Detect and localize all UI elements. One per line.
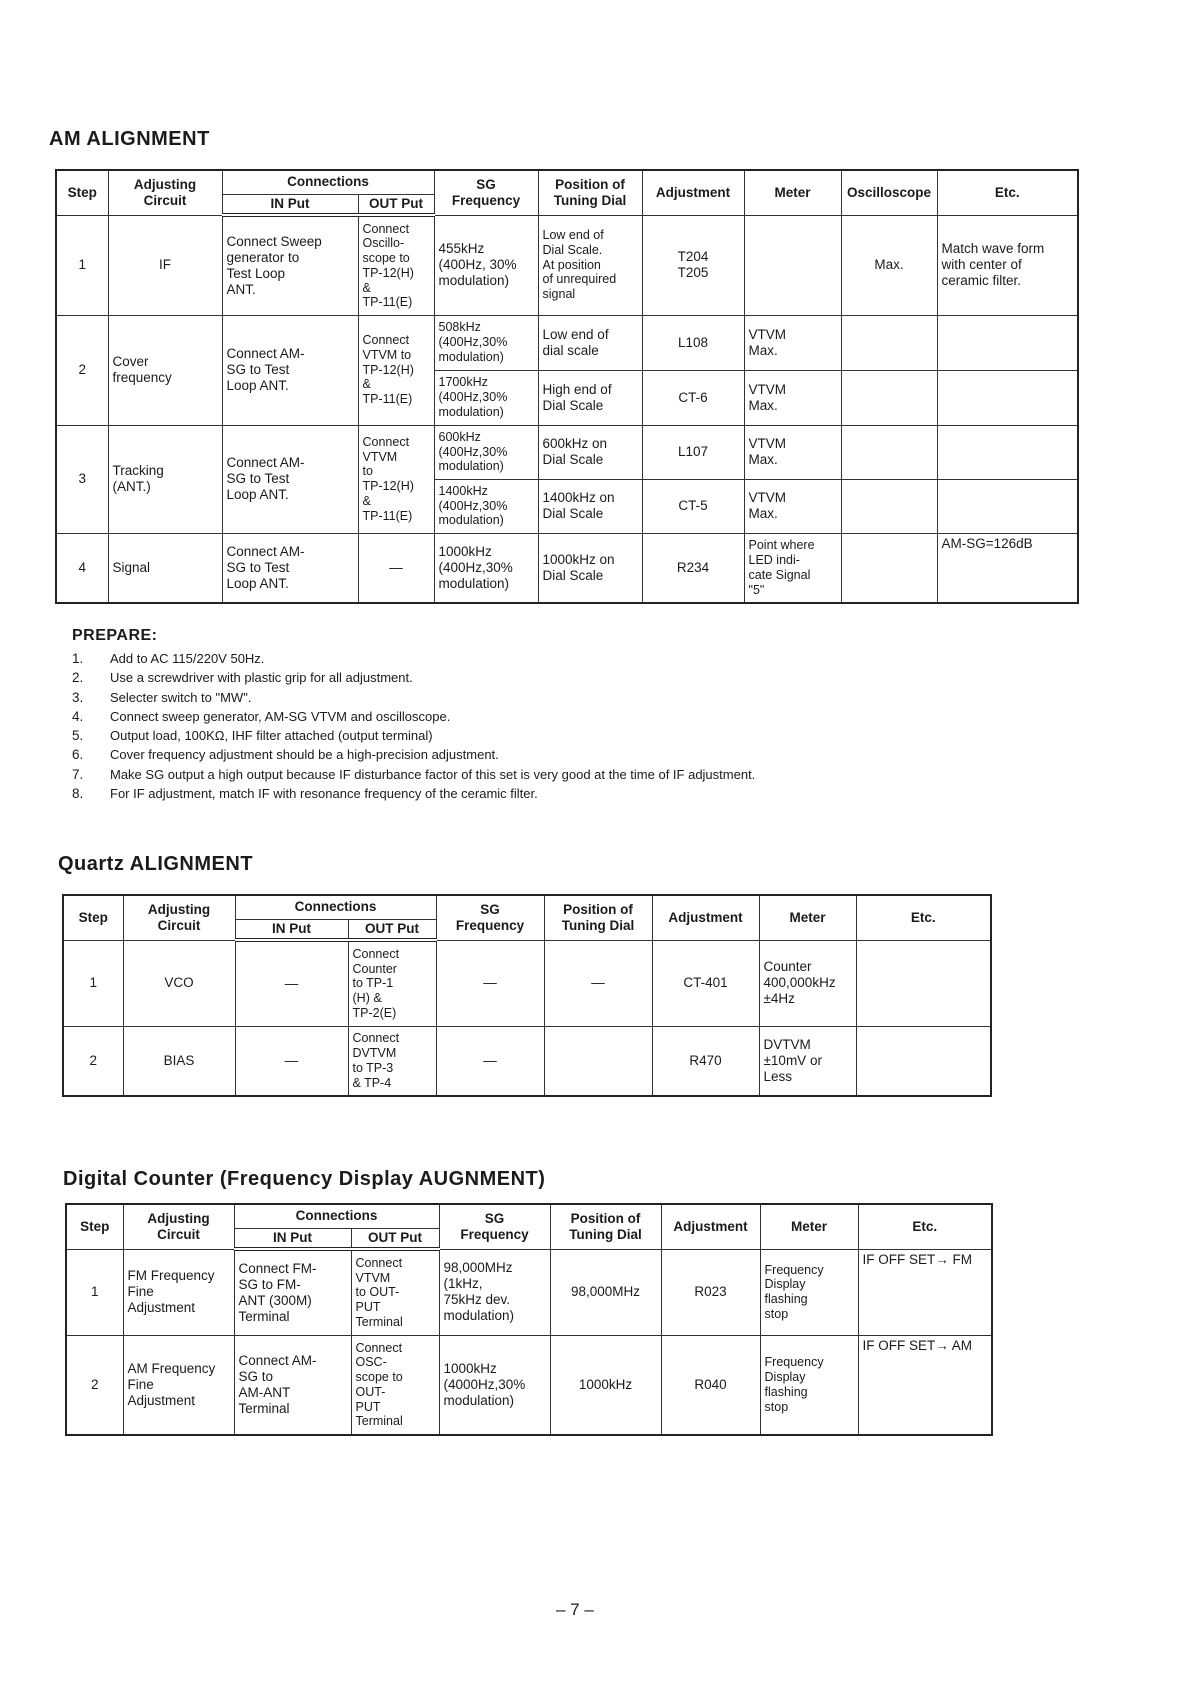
position-cell: 1000kHz [550, 1335, 661, 1435]
meter-cell: VTVM Max. [744, 370, 841, 425]
step-cell: 3 [56, 425, 108, 533]
list-item [72, 726, 1152, 745]
out-put-cell: — [358, 533, 434, 603]
header-meter: Meter [760, 1204, 858, 1249]
header-etc: Etc. [856, 895, 991, 940]
adjustment-cell: L108 [642, 315, 744, 370]
header-etc: Etc. [858, 1204, 992, 1249]
in-put-cell: Connect Sweep generator to Test Loop ANT. [222, 215, 358, 315]
list-item [72, 649, 1152, 668]
etc-cell [856, 1026, 991, 1096]
header-adjustment: Adjustment [661, 1204, 760, 1249]
item-number: 1. [72, 651, 84, 666]
meter-cell: VTVM Max. [744, 315, 841, 370]
step-cell: 2 [56, 315, 108, 425]
item-number: 4. [72, 708, 84, 724]
header-connections: Connections [234, 1204, 439, 1228]
etc-cell: Match wave form with center of ceramic filter. [937, 215, 1078, 315]
table-row [56, 425, 1078, 479]
header-in-put: IN Put [234, 1228, 351, 1249]
header-connections: Connections [222, 170, 434, 194]
circuit-cell: VCO [123, 940, 235, 1026]
circuit-cell: IF [108, 215, 222, 315]
header-sg-frequency: SG Frequency [436, 895, 544, 940]
oscilloscope-cell [841, 425, 937, 479]
header-step: Step [63, 895, 123, 940]
item-text: Selecter switch to "MW". [110, 689, 252, 705]
etc-cell [937, 370, 1078, 425]
circuit-cell: BIAS [123, 1026, 235, 1096]
sg-frequency-cell: 1700kHz (400Hz,30% modulation) [434, 370, 538, 425]
etc-cell [856, 940, 991, 1026]
header-position-tuning-dial: Position of Tuning Dial [544, 895, 652, 940]
header-adjustment: Adjustment [652, 895, 759, 940]
circuit-cell: AM Frequency Fine Adjustment [123, 1335, 234, 1435]
in-put-cell: Connect AM- SG to Test Loop ANT. [222, 425, 358, 533]
item-text: Make SG output a high output because IF disturbance factor of this set is very good at the time of IF adjustment. [110, 766, 756, 782]
header-sg-frequency: SG Frequency [439, 1204, 550, 1249]
item-text: Use a screwdriver with plastic grip for all adjustment. [110, 670, 413, 686]
table-row [56, 533, 1078, 603]
item-number: 5. [72, 728, 84, 744]
item-number: 3. [72, 689, 84, 705]
meter-cell: Point where LED indi- cate Signal "5" [744, 533, 841, 603]
table-row [56, 315, 1078, 370]
out-put-cell: Connect Counter to TP-1 (H) & TP-2(E) [348, 940, 436, 1026]
item-number: 6. [72, 747, 84, 763]
table-row [56, 215, 1078, 315]
item-number: 2. [72, 670, 84, 686]
list-item [72, 668, 1152, 687]
position-cell: Low end of dial scale [538, 315, 642, 370]
adjustment-cell: R234 [642, 533, 744, 603]
position-cell: 98,000MHz [550, 1249, 661, 1335]
sg-frequency-cell: 1400kHz (400Hz,30% modulation) [434, 479, 538, 533]
header-meter: Meter [744, 170, 841, 215]
in-put-cell: Connect AM- SG to Test Loop ANT. [222, 315, 358, 425]
position-cell: 1000kHz on Dial Scale [538, 533, 642, 603]
etc-cell: IF OFF SET→ AM [858, 1335, 992, 1435]
table-row [66, 1335, 992, 1435]
etc-cell [937, 479, 1078, 533]
header-meter: Meter [759, 895, 856, 940]
position-cell: 1400kHz on Dial Scale [538, 479, 642, 533]
header-connections: Connections [235, 895, 436, 919]
prepare-section [72, 627, 1152, 803]
in-put-cell: — [235, 940, 348, 1026]
header-in-put: IN Put [235, 919, 348, 940]
circuit-cell: Cover frequency [108, 315, 222, 425]
list-item [72, 688, 1152, 707]
adjustment-cell: R470 [652, 1026, 759, 1096]
meter-cell [744, 215, 841, 315]
am-alignment-table [55, 169, 1079, 604]
quartz-alignment-title: Quartz ALIGNMENT [58, 853, 254, 875]
header-out-put: OUT Put [348, 919, 436, 940]
item-text: Connect sweep generator, AM-SG VTVM and oscilloscope. [110, 708, 451, 724]
sg-frequency-cell: 455kHz (400Hz, 30% modulation) [434, 215, 538, 315]
etc-cell [937, 315, 1078, 370]
item-text: Cover frequency adjustment should be a high-precision adjustment. [110, 747, 499, 763]
list-item [72, 707, 1152, 726]
header-in-put: IN Put [222, 194, 358, 215]
step-cell: 2 [63, 1026, 123, 1096]
meter-cell: DVTVM ±10mV or Less [759, 1026, 856, 1096]
in-put-cell: Connect AM- SG to Test Loop ANT. [222, 533, 358, 603]
oscilloscope-cell [841, 479, 937, 533]
in-put-cell: Connect FM- SG to FM- ANT (300M) Terminal [234, 1249, 351, 1335]
table-row [63, 1026, 991, 1096]
adjustment-cell: L107 [642, 425, 744, 479]
out-put-cell: Connect VTVM to TP-12(H) & TP-11(E) [358, 425, 434, 533]
prepare-title: PREPARE: [72, 627, 158, 644]
am-alignment-title: AM ALIGNMENT [49, 128, 210, 150]
step-cell: 2 [66, 1335, 123, 1435]
in-put-cell: — [235, 1026, 348, 1096]
adjustment-cell: T204 T205 [642, 215, 744, 315]
out-put-cell: Connect DVTVM to TP-3 & TP-4 [348, 1026, 436, 1096]
quartz-alignment-table [62, 894, 992, 1097]
header-out-put: OUT Put [358, 194, 434, 215]
header-etc: Etc. [937, 170, 1078, 215]
header-step: Step [66, 1204, 123, 1249]
meter-cell: Counter 400,000kHz ±4Hz [759, 940, 856, 1026]
etc-cell [937, 425, 1078, 479]
out-put-cell: Connect Oscillo- scope to TP-12(H) & TP-11(E) [358, 215, 434, 315]
item-text: Add to AC 115/220V 50Hz. [110, 651, 265, 666]
adjustment-cell: CT-6 [642, 370, 744, 425]
sg-frequency-cell: — [436, 940, 544, 1026]
out-put-cell: Connect OSC- scope to OUT- PUT Terminal [351, 1335, 439, 1435]
oscilloscope-cell: Max. [841, 215, 937, 315]
adjustment-cell: CT-5 [642, 479, 744, 533]
oscilloscope-cell [841, 370, 937, 425]
table-row [66, 1249, 992, 1335]
item-number: 8. [72, 786, 84, 802]
circuit-cell: Tracking (ANT.) [108, 425, 222, 533]
adjustment-cell: R023 [661, 1249, 760, 1335]
sg-frequency-cell: 1000kHz (400Hz,30% modulation) [434, 533, 538, 603]
adjustment-cell: CT-401 [652, 940, 759, 1026]
etc-cell: AM-SG=126dB [937, 533, 1078, 603]
table-row [63, 940, 991, 1026]
etc-cell: IF OFF SET→ FM [858, 1249, 992, 1335]
header-out-put: OUT Put [351, 1228, 439, 1249]
header-adjustment: Adjustment [642, 170, 744, 215]
out-put-cell: Connect VTVM to OUT- PUT Terminal [351, 1249, 439, 1335]
header-step: Step [56, 170, 108, 215]
meter-cell: VTVM Max. [744, 479, 841, 533]
item-text: Output load, 100KΩ, IHF filter attached (output terminal) [110, 728, 433, 744]
sg-frequency-cell: 508kHz (400Hz,30% modulation) [434, 315, 538, 370]
header-position-tuning-dial: Position of Tuning Dial [538, 170, 642, 215]
header-adjusting-circuit: Adjusting Circuit [123, 895, 235, 940]
meter-cell: VTVM Max. [744, 425, 841, 479]
header-adjusting-circuit: Adjusting Circuit [108, 170, 222, 215]
sg-frequency-cell: — [436, 1026, 544, 1096]
out-put-cell: Connect VTVM to TP-12(H) & TP-11(E) [358, 315, 434, 425]
step-cell: 1 [63, 940, 123, 1026]
circuit-cell: Signal [108, 533, 222, 603]
header-adjusting-circuit: Adjusting Circuit [123, 1204, 234, 1249]
adjustment-cell: R040 [661, 1335, 760, 1435]
list-item [72, 765, 1152, 784]
header-oscilloscope: Oscilloscope [841, 170, 937, 215]
position-cell: High end of Dial Scale [538, 370, 642, 425]
position-cell: 600kHz on Dial Scale [538, 425, 642, 479]
item-number: 7. [72, 766, 84, 782]
circuit-cell: FM Frequency Fine Adjustment [123, 1249, 234, 1335]
oscilloscope-cell [841, 315, 937, 370]
step-cell: 1 [56, 215, 108, 315]
meter-cell: Frequency Display flashing stop [760, 1335, 858, 1435]
position-cell: Low end of Dial Scale. At position of unrequired signal [538, 215, 642, 315]
header-position-tuning-dial: Position of Tuning Dial [550, 1204, 661, 1249]
sg-frequency-cell: 98,000MHz (1kHz, 75kHz dev. modulation) [439, 1249, 550, 1335]
header-sg-frequency: SG Frequency [434, 170, 538, 215]
digital-counter-table [65, 1203, 993, 1436]
step-cell: 1 [66, 1249, 123, 1335]
digital-counter-title: Digital Counter (Frequency Display AUGNMENT) [63, 1168, 546, 1190]
position-cell [544, 1026, 652, 1096]
list-item [72, 745, 1152, 764]
in-put-cell: Connect AM- SG to AM-ANT Terminal [234, 1335, 351, 1435]
meter-cell: Frequency Display flashing stop [760, 1249, 858, 1335]
oscilloscope-cell [841, 533, 937, 603]
sg-frequency-cell: 600kHz (400Hz,30% modulation) [434, 425, 538, 479]
position-cell: — [544, 940, 652, 1026]
item-text: For IF adjustment, match IF with resonance frequency of the ceramic filter. [110, 786, 538, 802]
sg-frequency-cell: 1000kHz (4000Hz,30% modulation) [439, 1335, 550, 1435]
step-cell: 4 [56, 533, 108, 603]
page-number: – 7 – [556, 1600, 594, 1619]
list-item [72, 784, 1152, 803]
